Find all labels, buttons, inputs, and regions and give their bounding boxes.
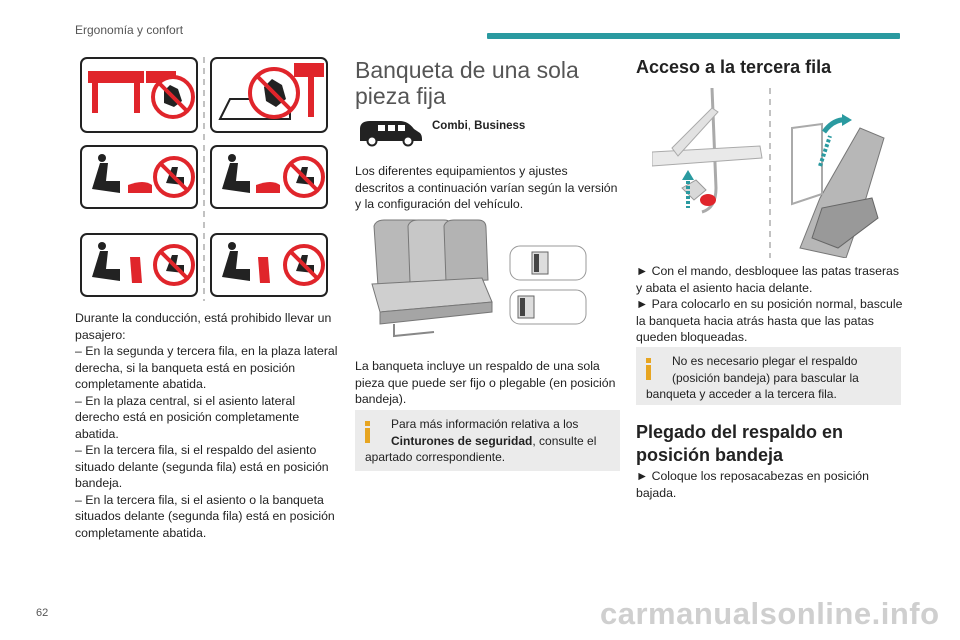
pictogram-center-seat-right: [211, 146, 327, 208]
pictogram-third-row-right: [211, 234, 327, 296]
section-title: Ergonomía y confort: [75, 23, 184, 37]
third-row-access-illustration: [652, 88, 900, 263]
bench-seat: [372, 220, 492, 336]
restriction-item: – En la tercera fila, si el respaldo del asiento situado delante (segunda fila) está en posición bandeja.: [75, 443, 329, 490]
bench-title: Banqueta de una sola pieza fija: [355, 57, 579, 109]
seatbelt-info-box: Para más información relativa a los Cinturones de seguridad, consulte el apartado correspondiente.: [355, 410, 620, 471]
pictogram-folded-bench-right: [211, 58, 327, 132]
bench-seat-illustration: [368, 218, 598, 348]
pictogram-center-seat-left: [81, 146, 197, 208]
header-accent-bar: [487, 33, 900, 39]
restriction-intro: Durante la conducción, está prohibido llevar un pasajero:: [75, 311, 332, 342]
bench-description: La banqueta incluye un respaldo de una sola pieza que puede ser fijo o plegable (en posición bandeja).: [355, 359, 616, 406]
prohibition-pictograms: [80, 57, 330, 301]
step-restore: ► Para colocarlo en su posición normal, bascule la banqueta hacia atrás hasta que las patas queden bloqueadas.: [636, 297, 903, 344]
watermark: carmanualsonline.info: [600, 596, 940, 631]
fold-backrest-title: Plegado del respaldo en posición bandeja: [636, 422, 844, 465]
seatbelt-reference: Cinturones de seguridad: [391, 433, 533, 448]
info-icon: [365, 421, 370, 443]
version-label: Combi, Business: [432, 120, 526, 132]
step-unlock: ► Con el mando, desbloquee las patas traseras y abata el asiento hacia delante.: [636, 264, 900, 295]
access-steps: [636, 263, 906, 346]
van-top-view-3rows: [510, 290, 586, 324]
van-top-view-2rows: [510, 246, 586, 280]
restriction-item: – En la tercera fila, si el asiento o la banqueta situados delante (segunda fila) está en posición completamente abatida.: [75, 492, 335, 540]
pictogram-folded-bench-left: [81, 58, 197, 132]
restriction-item: – En la segunda y tercera fila, en la plaza lateral derecha, si la banqueta está en posición completamente abatida.: [75, 344, 338, 391]
info-icon: [646, 358, 651, 380]
third-row-access-title: Acceso a la tercera fila: [636, 57, 832, 77]
fold-step: ► Coloque los reposacabezas en posición bajada.: [636, 469, 869, 500]
pictogram-third-row-left: [81, 234, 197, 296]
equipment-note: Los diferentes equipamientos y ajustes descritos a continuación varían según la versión y la configuración del vehículo.: [355, 164, 618, 211]
fold-not-required-info-box: No es necesario plegar el respaldo (posición bandeja) para bascular la banqueta y acceder a la tercera fila.: [636, 347, 901, 405]
restriction-item: – En la plaza central, si el asiento lateral derecho está en posición completamente abatida.: [75, 393, 300, 441]
van-icon: [358, 119, 424, 152]
passenger-restrictions: [75, 310, 340, 541]
page-number: 62: [36, 607, 49, 619]
